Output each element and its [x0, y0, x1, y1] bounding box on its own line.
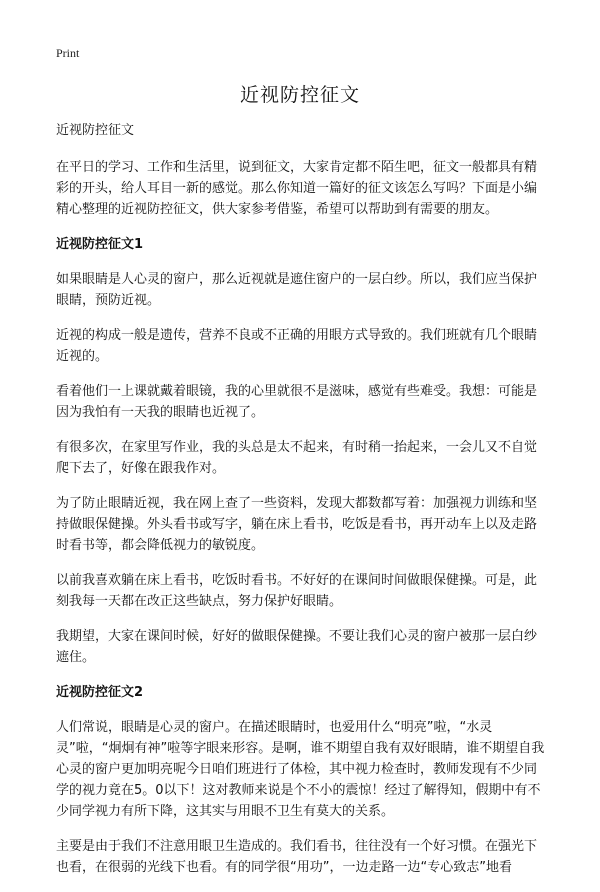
section-heading: 近视防控征文1 [56, 237, 144, 252]
paragraph: 看着他们一上课就戴着眼镜，我的心里就很不是滋味，感觉有些难受。我想：可能是因为我怕有一天我的眼睛也近视了。 [56, 384, 538, 420]
paragraph: 为了防止眼睛近视，我在网上查了一些资料，发现大都数都写着：加强视力训练和坚持做眼保健操。外头看书或写字，躺在床上看书，吃饭是看书，再开动车上以及走路时看书等，都会降低视力的敏锐度。 [56, 496, 538, 553]
paragraph: 如果眼睛是人心灵的窗户，那么近视就是遮住窗户的一层白纱。所以，我们应当保护眼睛，预防近视。 [56, 272, 538, 308]
paragraph: 我期望，大家在课间时候，好好的做眼保健操。不要让我们心灵的窗户被那一层白纱遮住。 [56, 629, 538, 665]
paragraph: 主要是由于我们不注意用眼卫生造成的。我们看书，往往没有一个好习惯。在强光下也看，在很弱的光线下也看。有的同学很“用功”，一边走路一边“专心致志”地看 [56, 839, 538, 875]
intro-paragraph: 在平日的学习、工作和生活里，说到征文，大家肯定都不陌生吧，征文一般都具有精彩的开头，给人耳目一新的感觉。那么你知道一篇好的征文该怎么写吗？下面是小编精心整理的近视防控征文，供大家参考借鉴，希望可以帮助到有需要的朋友。 [56, 160, 538, 217]
print-link[interactable]: Print [56, 46, 80, 60]
article-subtitle: 近视防控征文 [56, 123, 135, 138]
paragraph: 以前我喜欢躺在床上看书，吃饭时看书。不好好的在课间时间做眼保健操。可是，此刻我每一天都在改正这些缺点，努力保护好眼睛。 [56, 573, 538, 609]
paragraph: 人们常说，眼睛是心灵的窗户。在描述眼睛时，也爱用什么“明亮”啦，“水灵灵”啦，“炯炯有神”啦等字眼来形容。是啊，谁不期望自我有双好眼睛，谁不期望自我心灵的窗户更加明亮呢今日咱们班进行了体检，其中视力检查时，教师发现有不少同学的视力竟在5。0以下！这对教师来说是个不小的震惊！经过了解得知，假期中有不少同学视力有所下降，这其实与用眼不卫生有莫大的关系。 [56, 720, 545, 819]
article-body [56, 120, 548, 892]
paragraph: 近视的构成一般是遗传，营养不良或不正确的用眼方式导致的。我们班就有几个眼睛近视的。 [56, 328, 538, 364]
section-heading: 近视防控征文2 [56, 685, 144, 700]
paragraph: 有很多次，在家里写作业，我的头总是太不起来，有时稍一抬起来，一会儿又不自觉爬下去了，好像在跟我作对。 [56, 440, 538, 476]
page-title: 近视防控征文 [239, 84, 360, 106]
